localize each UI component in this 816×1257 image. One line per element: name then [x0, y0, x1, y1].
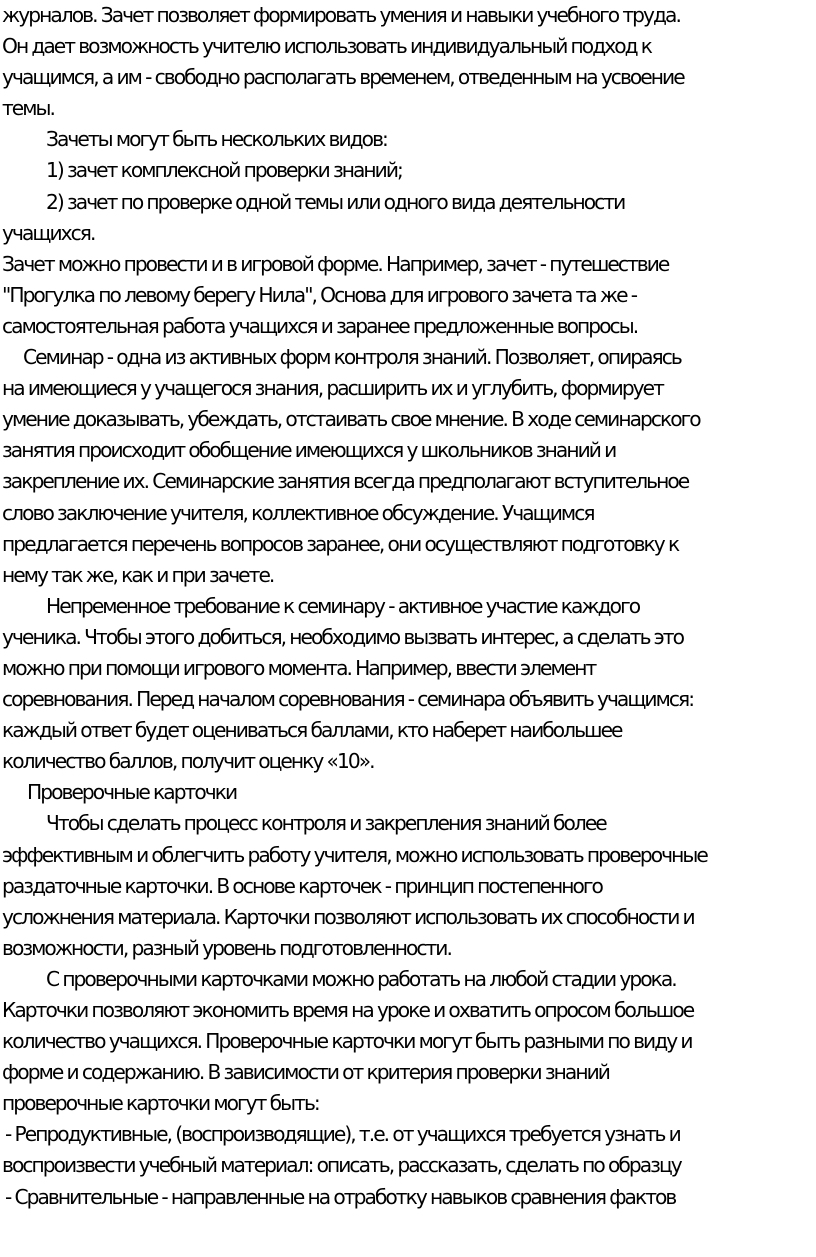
text-line: ученика. Чтобы этого добиться, необходимо вызвать интерес, а сделать это [2, 624, 684, 649]
text-line: Зачет можно провести и в игровой форме. Например, зачет - путешествие [2, 251, 669, 276]
text-line: С проверочными карточками можно работать на любой стадии урока. [46, 966, 676, 991]
text-line: "Прогулка по левому берегу Нила", Основа для игрового зачета та же - [2, 282, 637, 307]
text-line: Семинар - одна из активных форм контроля знаний. Позволяет, опираясь [23, 345, 681, 370]
list-item: - Репродуктивные, (воспроизводящие), т.е. от учащихся требуется узнать и [5, 1122, 680, 1147]
text-line: воспроизвести учебный материал: описать, рассказать, сделать по образцу [2, 1153, 681, 1178]
text-line: учащихся. [2, 220, 95, 245]
text-line: предлагается перечень вопросов заранее, они осуществляют подготовку к [2, 531, 679, 556]
text-line: каждый ответ будет оцениваться баллами, кто наберет наибольшее [2, 718, 622, 743]
text-line: количество баллов, получит оценку «10». [2, 749, 374, 774]
text-line: можно при помощи игрового момента. Например, ввести элемент [2, 655, 596, 680]
text-line: самостоятельная работа учащихся и заранее предложенные вопросы. [2, 313, 638, 338]
text-line: усложнения материала. Карточки позволяют использовать их способности и [2, 904, 694, 929]
text-line: количество учащихся. Проверочные карточки могут быть разными по виду и [2, 1029, 692, 1054]
list-item: - Сравнительные - направленные на отработку навыков сравнения фактов [5, 1184, 676, 1209]
list-item: 2) зачет по проверке одной темы или одного вида деятельности [46, 189, 625, 214]
text-line: слово заключение учителя, коллективное обсуждение. Учащимся [2, 500, 594, 525]
text-line: Непременное требование к семинару - активное участие каждого [46, 593, 640, 618]
text-line: журналов. Зачет позволяет формировать умения и навыки учебного труда. [2, 3, 680, 27]
text-line: Карточки позволяют экономить время на уроке и охватить опросом большое [2, 998, 694, 1022]
text-line: эффективным и облегчить работу учителя, можно использовать проверочные [2, 842, 707, 867]
text-line: занятия происходит обобщение имеющихся у школьников знаний и [2, 438, 616, 463]
text-line: темы. [2, 96, 55, 121]
text-line: закрепление их. Семинарские занятия всегда предполагают вступительное [2, 469, 689, 494]
text-line: Чтобы сделать процесс контроля и закрепления знаний более [46, 811, 606, 836]
section-heading: Проверочные карточки [27, 780, 237, 805]
list-item: 1) зачет комплексной проверки знаний; [46, 158, 402, 183]
document-page [2, 0, 816, 1213]
text-line: Он дает возможность учителю использовать индивидуальный подход к [2, 34, 652, 59]
text-line: нему так же, как и при зачете. [2, 562, 274, 587]
text-line: раздаточные карточки. В основе карточек - принцип постепенного [2, 873, 602, 898]
text-line: Зачеты могут быть нескольких видов: [46, 127, 387, 152]
text-line: возможности, разный уровень подготовленности. [2, 935, 451, 960]
text-line: на имеющиеся у учащегося знания, расширить их и углубить, формирует [2, 376, 663, 401]
text-line: умение доказывать, убеждать, отстаивать свое мнение. В ходе семинарского [2, 407, 700, 432]
text-line: форме и содержанию. В зависимости от критерия проверки знаний [2, 1060, 609, 1085]
text-line: проверочные карточки могут быть: [2, 1091, 319, 1116]
text-line: соревнования. Перед началом соревнования - семинара объявить учащимся: [2, 687, 694, 712]
text-line: учащимся, а им - свободно располагать временем, отведенным на усвоение [2, 65, 684, 90]
